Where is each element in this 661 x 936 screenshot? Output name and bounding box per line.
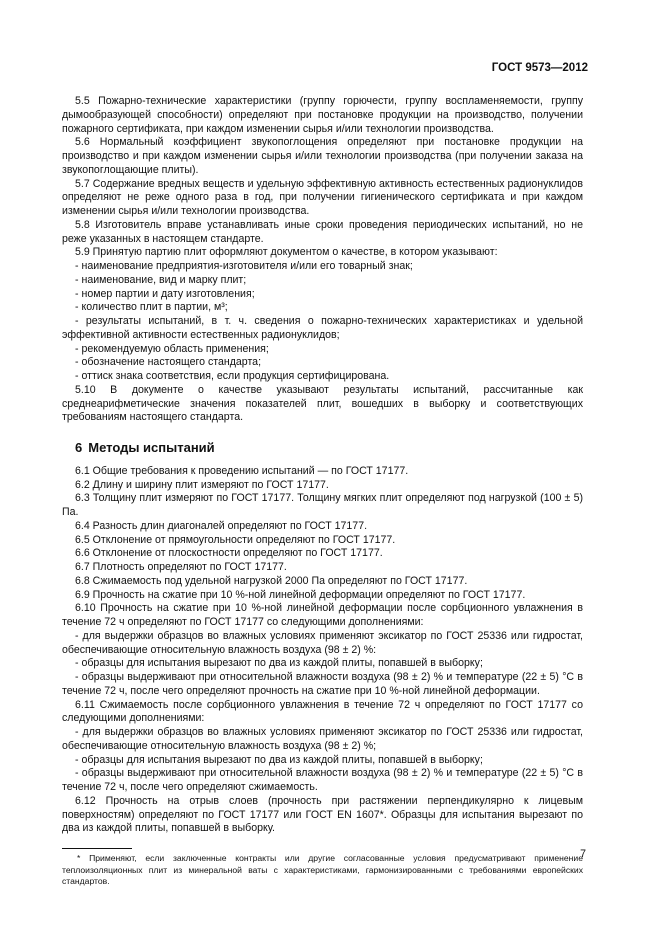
paragraph: 5.8 Изготовитель вправе устанавливать иные сроки проведения периодических испытаний, но не реже указанных в настоящем стандарте. [62,218,583,245]
list-item: - оттиск знака соответствия, если продукция сертифицирована. [75,370,390,382]
list-item: - наименование предприятия-изготовителя и/или его товарный знак; [75,260,413,272]
paragraph: 6.6 Отклонение от плоскостности определяют по ГОСТ 17177. [75,547,383,560]
paragraph: 6.7 Плотность определяют по ГОСТ 17177. [75,561,287,573]
paragraph: 6.12 Прочность на отрыв слоев (прочность при растяжении перпендикулярно к лицевым поверхностям) определяют по ГОСТ 17177 или ГОСТ EN 1607*. Образцы для испытания вырезают по два из каждой плиты, попавшей в выборку. [62,794,583,835]
section-heading [75,441,583,455]
document-header: ГОСТ 9573—2012 [491,62,588,74]
list-item: - образцы выдерживают при относительной влажности воздуха (98 ± 2) % и температуре (22 ± 5) °С в течение 72 ч, после чего определяют прочность на сжатие при 10 %-ной линейной деформации. [62,671,583,697]
paragraph: 6.1 Общие требования к проведению испытаний — по ГОСТ 17177. [75,464,409,477]
paragraph: 6.8 Сжимаемость под удельной нагрузкой 2000 Па определяют по ГОСТ 17177. [75,574,468,587]
list-item: - образцы для испытания вырезают по два из каждой плиты, попавшей в выборку; [75,657,483,670]
document-body [62,95,583,888]
footnote: * Применяют, если заключенные контракты или другие согласованные условия предусматривают применение теплоизоляционных плит из минеральной ваты с характеристиками, гармонизированными с требованиями европейских стандартов. [62,853,583,887]
list-item: - количество плит в партии, м³; [75,301,228,314]
paragraph: 6.5 Отклонение от прямоугольности определяют по ГОСТ 17177. [75,533,396,546]
paragraph: 5.7 Содержание вредных веществ и удельную эффективную активность естественных радионуклидов определяют не реже одного раза в год, при получении гигиенического сертификата и при каждом изменении сырья и/или технологии производства. [62,177,583,217]
paragraph: 6.10 Прочность на сжатие при 10 %-ной линейной деформации после сорбционного увлажнения в течение 72 ч определяют по ГОСТ 17177 со следующими дополнениями: [62,602,583,628]
paragraph: 5.5 Пожарно-технические характеристики (группу горючести, группу воспламеняемости, группу дымообразующей способности) определяют при постановке продукции на производство, получении пожарного сертификата, при каждом изменении сырья и/или технологии производства. [62,95,583,135]
list-item: - результаты испытаний, в т. ч. сведения о пожарно-технических характеристиках и удельной эффективной активности естественных радионуклидов; [62,315,583,341]
list-item: - для выдержки образцов во влажных условиях применяют эксикатор по ГОСТ 25336 или гидростат, обеспечивающие относительную влажность воздуха (98 ± 2) %: [62,629,583,656]
list-item: - номер партии и дату изготовления; [75,287,255,300]
paragraph: 5.10 В документе о качестве указывают результаты испытаний, рассчитанные как среднеарифметические значения показателей плит, вошедших в выборку и соответствующих требованиям настоящего стандарта. [62,383,583,424]
list-item: - для выдержки образцов во влажных условиях применяют эксикатор по ГОСТ 25336 или гидростат, обеспечивающие относительную влажность воздуха (98 ± 2) %; [62,726,583,752]
footnote-divider [62,848,132,849]
section-number: 6 [75,440,83,455]
section-title: Методы испытаний [88,440,215,455]
list-item: - рекомендуемую область применения; [75,342,269,355]
paragraph: 6.4 Разность длин диагоналей определяют по ГОСТ 17177. [75,519,368,532]
paragraph: 5.6 Нормальный коэффициент звукопоглощения определяют при постановке продукции на производство и при каждом изменении сырья и/или технологии производства (при получении заказа на звукопоглощающие плиты). [62,136,583,176]
paragraph: 6.2 Длину и ширину плит измеряют по ГОСТ 17177. [75,478,329,491]
paragraph: 6.9 Прочность на сжатие при 10 %-ной линейной деформации определяют по ГОСТ 17177. [75,588,526,601]
list-item: - образцы выдерживают при относительной влажности воздуха (98 ± 2) % и температуре (22 ± 5) °С в течение 72 ч, после чего определяют сжимаемость. [62,767,583,793]
list-item: - наименование, вид и марку плит; [75,273,247,286]
paragraph: 6.3 Толщину плит измеряют по ГОСТ 17177. Толщину мягких плит определяют под нагрузкой (100 ± 5) Па. [62,492,583,518]
page-number: 7 [580,848,586,860]
list-item: - образцы для испытания вырезают по два из каждой плиты, попавшей в выборку; [75,753,483,766]
list-item: - обозначение настоящего стандарта; [75,356,262,369]
paragraph: 6.11 Сжимаемость после сорбционного увлажнения в течение 72 ч определяют по ГОСТ 17177 со следующими дополнениями: [62,698,583,725]
paragraph: 5.9 Принятую партию плит оформляют документом о качестве, в котором указывают: [75,246,498,259]
